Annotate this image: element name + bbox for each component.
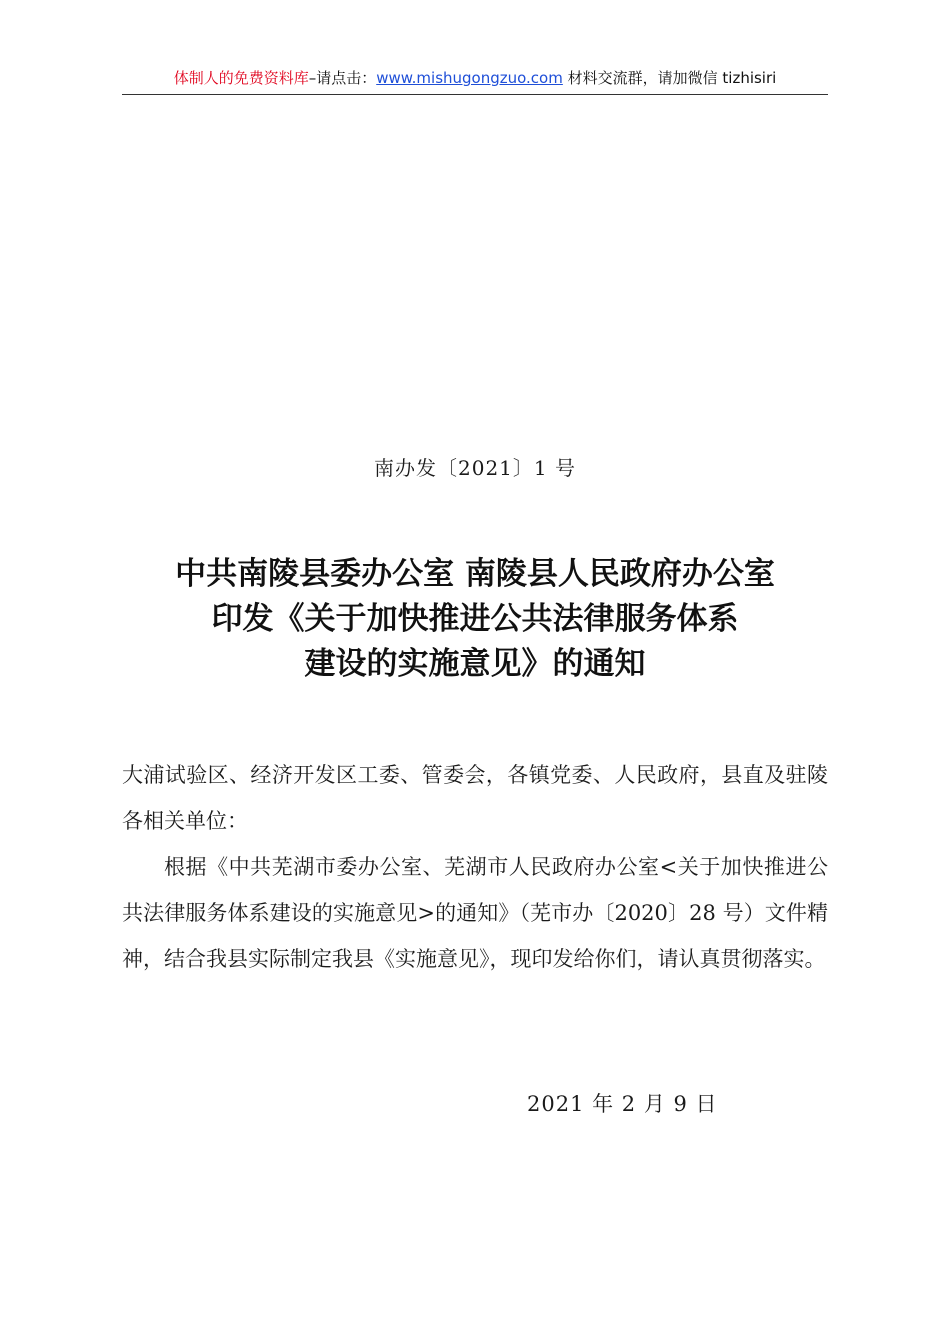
document-date: 2021 年 2 月 9 日 <box>527 1092 718 1116</box>
title-line-1: 中共南陵县委办公室 南陵县人民政府办公室 <box>175 556 775 592</box>
document-title <box>60 552 890 687</box>
click-text: –请点击： <box>308 69 377 87</box>
website-link[interactable]: www.mishugongzuo.com <box>376 69 563 87</box>
group-text: 材料交流群，请加微信 tizhisiri <box>562 69 777 87</box>
site-name: 体制人的免费资料库 <box>173 69 309 87</box>
page-header <box>122 66 828 95</box>
recipients: 大浦试验区、经济开发区工委、管委会，各镇党委、人民政府，县直及驻陵各相关单位： <box>122 763 828 833</box>
document-body <box>122 752 828 982</box>
title-line-2: 印发《关于加快推进公共法律服务体系 <box>211 601 739 637</box>
body-paragraph: 根据《中共芜湖市委办公室、芜湖市人民政府办公室<关于加快推进公共法律服务体系建设的实施意见>的通知》（芜市办〔2020〕28 号）文件精神，结合我县实际制定我县《实施意见》，现印发给你们，请认真贯彻落实。 <box>122 855 828 971</box>
document-number: 南办发〔2021〕1 号 <box>374 456 576 480</box>
title-line-3: 建设的实施意见》的通知 <box>304 646 646 682</box>
